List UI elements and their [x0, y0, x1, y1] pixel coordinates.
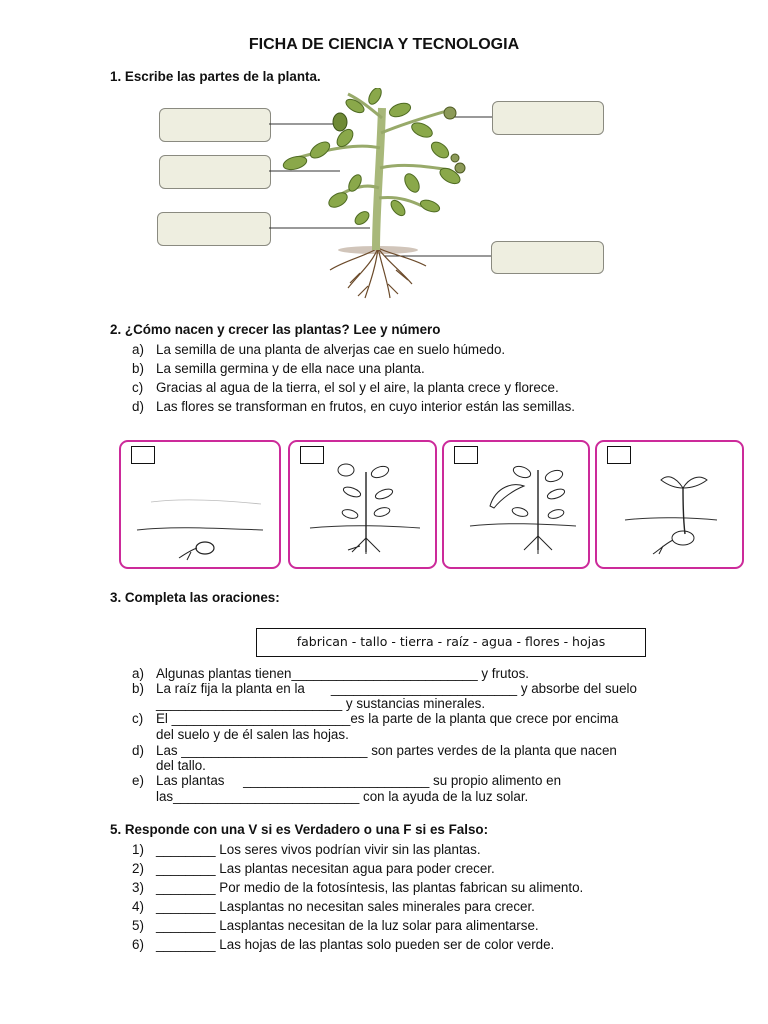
- list-item-letter: d): [132, 399, 144, 414]
- fill-in-item: [132, 711, 618, 726]
- fill-in-line[interactable]: Las _________________________ son partes verdes de la planta que nacen: [156, 743, 617, 758]
- true-false-item: [132, 861, 495, 876]
- fill-in-line[interactable]: El ________________________es la parte de la planta que crece por encima: [156, 711, 619, 726]
- fill-in-line-continuation: del tallo.: [156, 758, 206, 773]
- question-2-heading: 2. ¿Cómo nacen y crecer las plantas? Lee y número: [110, 322, 441, 337]
- fill-in-item: [132, 666, 529, 681]
- fill-in-letter: b): [132, 681, 144, 696]
- list-item-text: Las flores se transforman en frutos, en cuyo interior están las semillas.: [156, 399, 576, 414]
- list-item: [132, 399, 575, 414]
- fill-in-line-continuation[interactable]: _________________________ y sustancias minerales.: [156, 696, 486, 711]
- plant-illustration: [150, 88, 610, 302]
- list-item: [132, 380, 559, 395]
- true-false-statement[interactable]: ________ Por medio de la fotosíntesis, las plantas fabrican su alimento.: [156, 880, 584, 895]
- true-false-statement[interactable]: ________ Las hojas de las plantas solo pueden ser de color verde.: [156, 937, 555, 952]
- true-false-statement[interactable]: ________ Lasplantas necesitan de la luz solar para alimentarse.: [156, 918, 539, 933]
- true-false-item: [132, 899, 535, 914]
- true-false-item: [132, 918, 539, 933]
- fill-in-letter: e): [132, 773, 144, 788]
- true-false-number: 2): [132, 861, 144, 876]
- true-false-number: 3): [132, 880, 144, 895]
- list-item: [132, 361, 425, 376]
- page-title: FICHA DE CIENCIA Y TECNOLOGIA: [248, 36, 520, 53]
- fill-in-line-continuation: del suelo y de él salen las hojas.: [156, 727, 349, 742]
- list-item-text: Gracias al agua de la tierra, el sol y el aire, la planta crece y florece.: [156, 380, 559, 395]
- list-item-letter: c): [132, 380, 144, 395]
- fill-in-line[interactable]: La raíz fija la planta en la _________________________ y absorbe del suelo: [156, 681, 637, 696]
- true-false-item: [132, 937, 554, 952]
- list-item-text: La semilla germina y de ella nace una planta.: [156, 361, 425, 376]
- fill-in-item: [132, 773, 561, 788]
- question-5-heading: 5. Responde con una V si es Verdadero o una F si es Falso:: [110, 822, 489, 837]
- fill-in-line-continuation[interactable]: las_________________________ con la ayuda de la luz solar.: [156, 789, 529, 804]
- fill-in-line[interactable]: Las plantas _________________________ su propio alimento en: [156, 773, 562, 788]
- fill-in-item: [132, 743, 617, 758]
- fill-in-line[interactable]: Algunas plantas tienen_________________________ y frutos.: [156, 666, 530, 681]
- fill-in-letter: c): [132, 711, 144, 726]
- fill-in-item: [132, 681, 637, 696]
- true-false-statement[interactable]: ________ Lasplantas no necesitan sales minerales para crecer.: [156, 899, 535, 914]
- stage-panel-germination: [595, 440, 744, 569]
- sprout-drawing: [597, 442, 742, 567]
- question-1-heading: 1. Escribe las partes de la planta.: [110, 69, 321, 84]
- fill-in-letter: a): [132, 666, 144, 681]
- true-false-statement[interactable]: ________ Los seres vivos podrían vivir sin las plantas.: [156, 842, 481, 857]
- stage-panel-flowering: [288, 440, 437, 569]
- word-bank: fabrican - tallo - tierra - raíz - agua - flores - hojas: [256, 628, 646, 657]
- list-item: [132, 342, 505, 357]
- true-false-number: 5): [132, 918, 144, 933]
- stage-panel-seed: [119, 440, 281, 569]
- true-false-number: 1): [132, 842, 144, 857]
- true-false-number: 6): [132, 937, 144, 952]
- list-item-letter: a): [132, 342, 144, 357]
- true-false-statement[interactable]: ________ Las plantas necesitan agua para poder crecer.: [156, 861, 495, 876]
- stage-panel-fruiting: [442, 440, 590, 569]
- list-item-letter: b): [132, 361, 144, 376]
- list-item-text: La semilla de una planta de alverjas cae en suelo húmedo.: [156, 342, 506, 357]
- fruiting-plant-drawing: [444, 442, 588, 567]
- seed-drawing: [121, 442, 279, 567]
- true-false-item: [132, 842, 481, 857]
- true-false-number: 4): [132, 899, 144, 914]
- plant-diagram: [150, 88, 610, 302]
- true-false-item: [132, 880, 583, 895]
- question-3-heading: 3. Completa las oraciones:: [110, 590, 280, 605]
- flowering-plant-drawing: [290, 442, 435, 567]
- fill-in-letter: d): [132, 743, 144, 758]
